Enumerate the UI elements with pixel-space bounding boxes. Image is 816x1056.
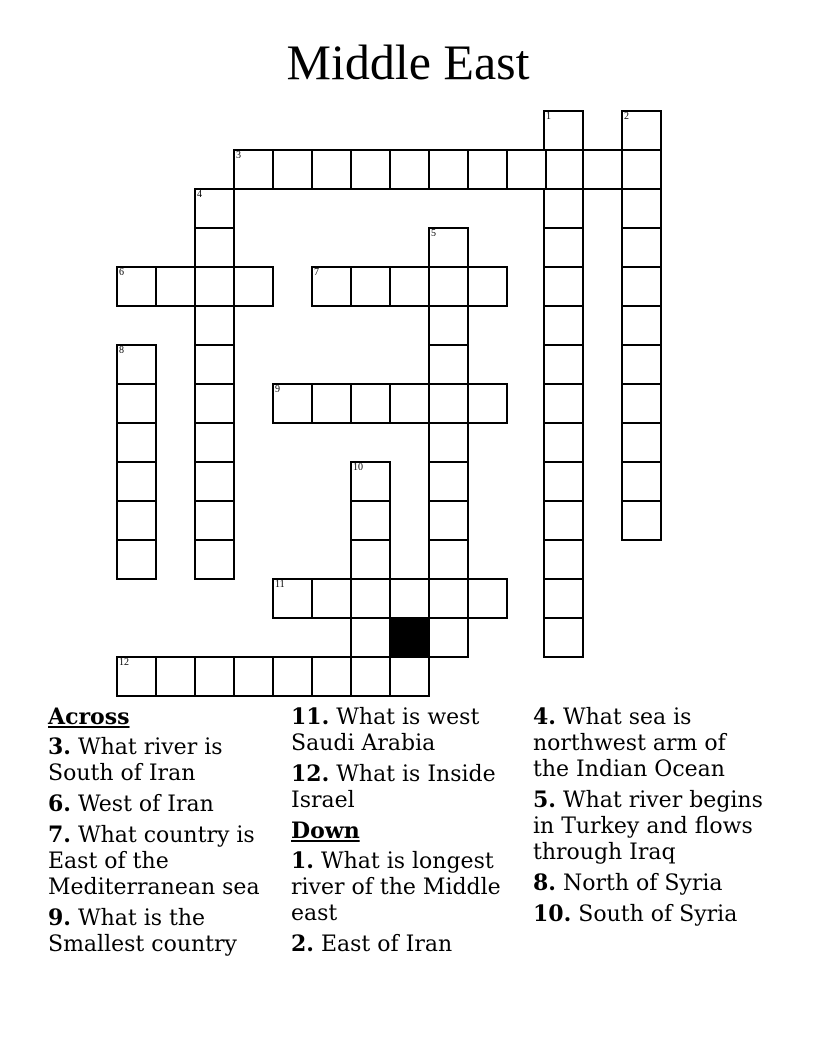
crossword-cell[interactable] [350,539,391,580]
crossword-cell[interactable] [543,305,584,346]
crossword-cell[interactable] [582,149,623,190]
crossword-cell[interactable] [621,383,662,424]
clue-number: 8. [533,870,556,896]
crossword-cell[interactable] [194,227,235,268]
clue-number-label: 7 [314,267,319,278]
clue-across-9 [48,905,283,958]
crossword-cell[interactable] [116,500,157,541]
crossword-cell[interactable] [194,305,235,346]
crossword-cell[interactable] [389,578,430,619]
crossword-cell[interactable] [428,149,469,190]
crossword-cell[interactable] [350,578,391,619]
crossword-cell[interactable] [350,500,391,541]
clue-number: 11. [291,704,330,730]
crossword-cell[interactable] [194,188,235,229]
crossword-cell[interactable] [621,149,662,190]
crossword-cell[interactable] [428,383,469,424]
crossword-cell[interactable] [621,188,662,229]
crossword-cell[interactable] [272,383,313,424]
crossword-cell[interactable] [621,422,662,463]
crossword-cell[interactable] [543,188,584,229]
crossword-cell[interactable] [116,422,157,463]
crossword-cell[interactable] [428,422,469,463]
crossword-cell[interactable] [467,383,508,424]
crossword-cell[interactable] [311,266,352,307]
clue-down-10 [533,901,768,928]
crossword-cell[interactable] [467,266,508,307]
crossword-cell[interactable] [194,656,235,697]
crossword-cell[interactable] [194,461,235,502]
crossword-cell[interactable] [621,500,662,541]
clue-number: 1. [291,848,314,874]
clue-text: South of Syria [578,902,738,927]
crossword-cell[interactable] [350,461,391,502]
across-heading: Across [48,704,130,730]
clue-number-label: 6 [119,267,124,278]
puzzle-title: Middle East [286,34,530,90]
crossword-cell[interactable] [543,149,584,190]
clue-number: 5. [533,787,556,813]
clue-text: What country is East of the Mediterranean sea [48,823,260,900]
crossword-cell[interactable] [233,149,274,190]
crossword-cell[interactable] [543,500,584,541]
crossword-cell[interactable] [116,656,157,697]
clue-number-label: 11 [275,579,285,590]
crossword-cell[interactable] [543,422,584,463]
clue-number-label: 8 [119,345,124,356]
crossword-cell[interactable] [621,461,662,502]
crossword-cell[interactable] [233,656,274,697]
clue-text: What sea is northwest arm of the Indian Ocean [533,705,726,782]
clue-number: 12. [291,761,330,787]
crossword-cell[interactable] [194,266,235,307]
clue-number: 10. [533,901,572,927]
clue-number: 9. [48,905,71,931]
crossword-cell[interactable] [428,266,469,307]
clue-number: 2. [291,931,314,957]
down-heading: Down [291,818,360,844]
clue-down-4 [533,704,768,783]
crossword-cell[interactable] [428,305,469,346]
clue-number-label: 3 [236,150,241,161]
crossword-cell[interactable] [543,227,584,268]
clue-number-label: 1 [546,111,551,122]
crossword-cell[interactable] [116,266,157,307]
crossword-cell[interactable] [194,344,235,385]
crossword-cell[interactable] [350,266,391,307]
blocked-cell [389,617,430,658]
crossword-cell[interactable] [543,266,584,307]
crossword-cell[interactable] [428,461,469,502]
crossword-cell[interactable] [389,383,430,424]
crossword-cell[interactable] [543,578,584,619]
clue-number-label: 10 [353,462,363,473]
crossword-cell[interactable] [543,110,584,151]
crossword-cell[interactable] [543,539,584,580]
clue-text: What is Inside Israel [291,762,496,813]
crossword-cell[interactable] [543,344,584,385]
crossword-cell[interactable] [621,344,662,385]
clue-text: What is west Saudi Arabia [291,705,480,756]
clue-number-label: 4 [197,189,202,200]
crossword-cell[interactable] [116,539,157,580]
crossword-cell[interactable] [389,656,430,697]
crossword-cell[interactable] [116,344,157,385]
crossword-cell[interactable] [272,149,313,190]
crossword-cell[interactable] [428,539,469,580]
crossword-cell[interactable] [543,617,584,658]
crossword-cell[interactable] [155,656,196,697]
crossword-cell[interactable] [389,266,430,307]
crossword-cell[interactable] [194,539,235,580]
crossword-cell[interactable] [194,500,235,541]
crossword-cell[interactable] [621,110,662,151]
crossword-cell[interactable] [543,383,584,424]
clue-text: What river is South of Iran [48,735,223,786]
clue-across-6 [48,791,283,818]
clue-number-label: 5 [431,228,436,239]
crossword-cell[interactable] [272,578,313,619]
crossword-cell[interactable] [621,305,662,346]
crossword-cell[interactable] [233,266,274,307]
crossword-cell[interactable] [428,578,469,619]
clue-number-label: 2 [624,111,629,122]
clue-across-11 [291,704,526,757]
crossword-cell[interactable] [543,461,584,502]
crossword-cell[interactable] [428,617,469,658]
crossword-cell[interactable] [194,383,235,424]
crossword-cell[interactable] [621,227,662,268]
crossword-cell[interactable] [389,149,430,190]
clue-column-2 [291,704,526,962]
crossword-cell[interactable] [194,422,235,463]
clue-number: 6. [48,791,71,817]
clue-column-3 [533,704,768,932]
crossword-cell[interactable] [311,578,352,619]
crossword-cell[interactable] [116,383,157,424]
clue-number: 3. [48,734,71,760]
clue-across-3 [48,734,283,787]
clue-number: 4. [533,704,556,730]
crossword-cell[interactable] [621,266,662,307]
clue-down-5 [533,787,768,866]
crossword-cell[interactable] [350,149,391,190]
clue-text: North of Syria [562,871,723,896]
clue-text: What river begins in Turkey and flows through Iraq [533,788,763,865]
clue-across-7 [48,822,283,901]
clue-across-12 [291,761,526,814]
crossword-cell[interactable] [506,149,547,190]
crossword-cell[interactable] [155,266,196,307]
clue-number: 7. [48,822,71,848]
clue-text: East of Iran [320,932,453,957]
clue-column-1 [48,704,283,962]
crossword-cell[interactable] [311,149,352,190]
clue-down-1 [291,848,526,927]
clue-number-label: 12 [119,657,129,668]
crossword-cell[interactable] [428,227,469,268]
crossword-cell[interactable] [467,578,508,619]
crossword-cell[interactable] [350,656,391,697]
clue-text: What is longest river of the Middle east [291,849,501,926]
crossword-cell[interactable] [116,461,157,502]
crossword-cell[interactable] [311,383,352,424]
crossword-cell[interactable] [350,617,391,658]
crossword-cell[interactable] [428,500,469,541]
crossword-cell[interactable] [350,383,391,424]
crossword-cell[interactable] [428,344,469,385]
clue-down-8 [533,870,768,897]
clue-text: West of Iran [77,792,214,817]
crossword-cell[interactable] [272,656,313,697]
crossword-cell[interactable] [467,149,508,190]
clue-down-2 [291,931,526,958]
clue-text: What is the Smallest country [48,906,237,957]
crossword-cell[interactable] [311,656,352,697]
clue-number-label: 9 [275,384,280,395]
